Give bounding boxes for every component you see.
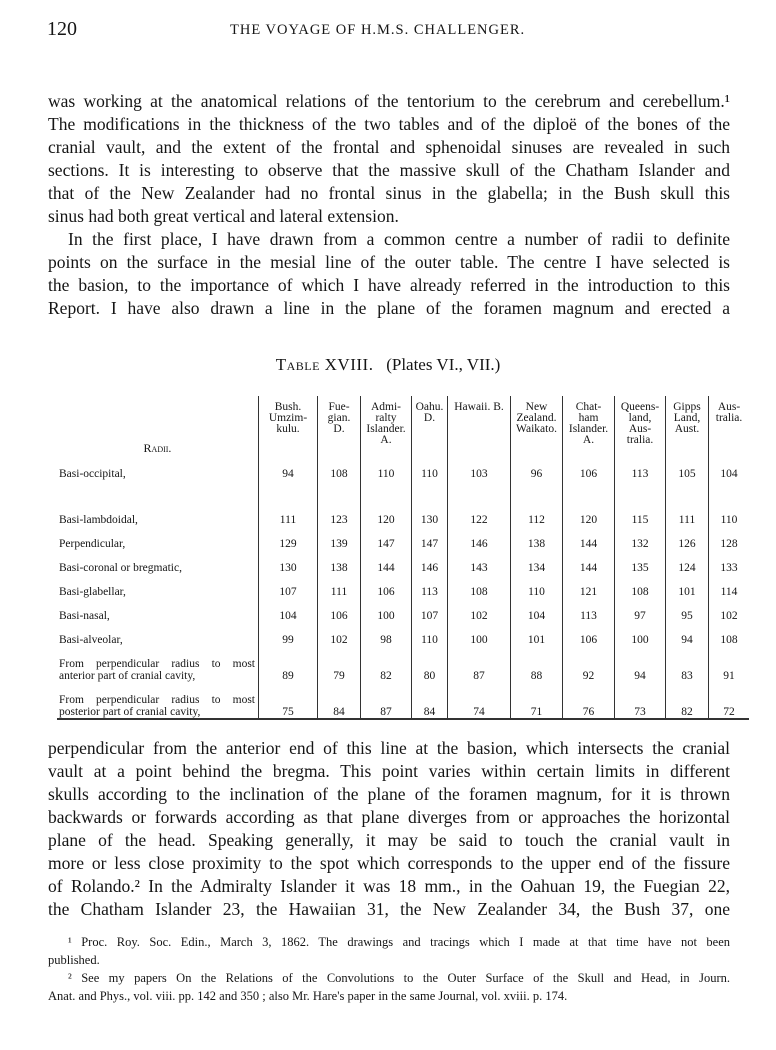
table-cell: 107 <box>259 574 318 598</box>
table-cell: 73 <box>615 682 666 719</box>
table-cell: 111 <box>666 502 709 526</box>
table-cell: 95 <box>666 598 709 622</box>
table-cell: 74 <box>448 682 511 719</box>
text-line: perpendicular from the anterior end of this line at the basion, which intersects the cranial <box>48 738 730 758</box>
table-cell: 120 <box>361 502 412 526</box>
row-label: Basi-occipital, <box>59 468 126 480</box>
row-label: From perpendicular radius to most anterior part of cranial cavity, <box>59 658 255 682</box>
text-line: backwards or forwards according as that plane diverges from or approaches the horizontal <box>48 807 730 827</box>
text-line: vault at a point behind the bregma. This point varies within certain limits in different <box>48 761 730 781</box>
table-cell: 108 <box>709 622 750 646</box>
table-cell: 147 <box>361 526 412 550</box>
table-cell: 87 <box>448 646 511 682</box>
column-header: Bush. Umzim- kulu. <box>259 396 318 468</box>
table-cell: 106 <box>563 468 615 502</box>
table-cell: 92 <box>563 646 615 682</box>
row-label: Perpendicular, <box>59 538 126 550</box>
table-cell: 80 <box>412 646 448 682</box>
table-row <box>57 682 749 719</box>
table-plates: (Plates VI., VII.) <box>386 355 501 374</box>
row-label: Basi-glabellar, <box>59 586 126 598</box>
column-header: Admi- ralty Islander. A. <box>361 396 412 468</box>
table-cell: 106 <box>361 574 412 598</box>
radii-table <box>57 396 749 720</box>
column-header: Chat- ham Islander. A. <box>563 396 615 468</box>
column-header: Hawaii. B. <box>448 396 511 468</box>
table-cell: 126 <box>666 526 709 550</box>
text-line: ¹ Proc. Roy. Soc. Edin., March 3, 1862. The drawings and tracings which I made at that time have not been <box>68 935 730 949</box>
table-cell: 94 <box>666 622 709 646</box>
table-cell: 123 <box>318 502 361 526</box>
table-number: Table XVIII. <box>275 355 374 374</box>
table-cell: 106 <box>318 598 361 622</box>
row-label: From perpendicular radius to most posterior part of cranial cavity, <box>59 694 255 718</box>
table-cell: 82 <box>666 682 709 719</box>
table-cell: 110 <box>361 468 412 502</box>
table-cell: 100 <box>615 622 666 646</box>
table-cell: 144 <box>563 526 615 550</box>
table-cell: 115 <box>615 502 666 526</box>
table-cell: 103 <box>448 468 511 502</box>
table-cell: 122 <box>448 502 511 526</box>
text-line: the basion, to the importance of which I have already referred in the introduction to this <box>48 275 730 295</box>
table-title <box>0 355 776 375</box>
table-cell: 139 <box>318 526 361 550</box>
table-cell: 98 <box>361 622 412 646</box>
text-line: In the first place, I have drawn from a common centre a number of radii to definite <box>68 229 730 249</box>
table-cell: 143 <box>448 550 511 574</box>
table-cell: 96 <box>511 468 563 502</box>
text-line: of Rolando.² In the Admiralty Islander it was 18 mm., in the Oahuan 19, the Fuegian 22, <box>48 876 730 896</box>
table-cell: 138 <box>511 526 563 550</box>
table-cell: 110 <box>511 574 563 598</box>
table-cell: 82 <box>361 646 412 682</box>
table-cell: 112 <box>511 502 563 526</box>
table-cell: 104 <box>709 468 750 502</box>
text-line: Report. I have also drawn a line in the plane of the foramen magnum and erected a <box>48 298 730 318</box>
table-cell: 83 <box>666 646 709 682</box>
table-cell: 102 <box>448 598 511 622</box>
page-number: 120 <box>47 18 77 40</box>
table-cell: 108 <box>318 468 361 502</box>
table-cell: 110 <box>412 468 448 502</box>
table-cell: 84 <box>318 682 361 719</box>
table-row <box>57 468 749 502</box>
table-cell: 120 <box>563 502 615 526</box>
table-cell: 108 <box>448 574 511 598</box>
table-cell: 101 <box>511 622 563 646</box>
table-cell: 124 <box>666 550 709 574</box>
paragraph-3 <box>48 737 730 921</box>
row-label: Basi-nasal, <box>59 610 110 622</box>
text-line: skulls according to the inclination of the plane of the foramen magnum, for it is thrown <box>48 784 730 804</box>
paragraph-1 <box>48 90 730 228</box>
table-cell: 129 <box>259 526 318 550</box>
text-line: Anat. and Phys., vol. viii. pp. 142 and 350 ; also Mr. Hare's paper in the same Journal, vol. xviii. p. 174. <box>48 989 568 1003</box>
text-line: The modifications in the thickness of the two tables and of the diploë of the bones of the <box>48 114 730 134</box>
table-cell: 79 <box>318 646 361 682</box>
text-line: cranial vault, and the extent of the frontal and sphenoidal sinuses are revealed in such <box>48 137 730 157</box>
column-header: Fue- gian. D. <box>318 396 361 468</box>
text-line: more or less close proximity to the spot which corresponds to the upper end of the fissure <box>48 853 730 873</box>
table-cell: 130 <box>259 550 318 574</box>
table-cell: 104 <box>259 598 318 622</box>
table-cell: 146 <box>448 526 511 550</box>
table-row <box>57 526 749 550</box>
text-line: points on the surface in the mesial line of the outer table. The centre I have selected is <box>48 252 730 272</box>
table-cell: 144 <box>361 550 412 574</box>
table-cell: 134 <box>511 550 563 574</box>
text-line: that of the New Zealander had no frontal sinus in the glabella; in the Bush skull this <box>48 183 730 203</box>
table-cell: 121 <box>563 574 615 598</box>
table-cell: 91 <box>709 646 750 682</box>
paragraph-2 <box>48 228 730 320</box>
table-cell: 107 <box>412 598 448 622</box>
table-cell: 128 <box>709 526 750 550</box>
column-header: New Zealand. Waikato. <box>511 396 563 468</box>
footnotes <box>48 933 730 1005</box>
table-cell: 138 <box>318 550 361 574</box>
table-cell: 110 <box>412 622 448 646</box>
text-line: was working at the anatomical relations of the tentorium to the cerebrum and cerebellum.¹ <box>48 91 730 111</box>
row-label: Basi-alveolar, <box>59 634 123 646</box>
table-row <box>57 550 749 574</box>
table-cell: 135 <box>615 550 666 574</box>
table-cell: 88 <box>511 646 563 682</box>
table-cell: 111 <box>318 574 361 598</box>
table-cell: 133 <box>709 550 750 574</box>
table-cell: 110 <box>709 502 750 526</box>
text-line: published. <box>48 953 100 967</box>
table-row <box>57 622 749 646</box>
text-line: plane of the head. Speaking generally, it may be said to touch the cranial vault in <box>48 830 730 850</box>
table-cell: 99 <box>259 622 318 646</box>
table-cell: 100 <box>448 622 511 646</box>
text-line: sinus had both great vertical and lateral extension. <box>48 206 399 226</box>
table-cell: 114 <box>709 574 750 598</box>
row-label: Basi-lambdoidal, <box>59 514 138 526</box>
table-cell: 113 <box>615 468 666 502</box>
table-cell: 76 <box>563 682 615 719</box>
table-cell: 147 <box>412 526 448 550</box>
table-cell: 87 <box>361 682 412 719</box>
table-cell: 94 <box>259 468 318 502</box>
row-label: Basi-coronal or bregmatic, <box>59 562 182 574</box>
table-cell: 132 <box>615 526 666 550</box>
text-line: sections. It is interesting to observe that the massive skull of the Chatham Islander and <box>48 160 730 180</box>
column-header: Gipps Land, Aust. <box>666 396 709 468</box>
table-row <box>57 502 749 526</box>
text-line: the Chatham Islander 23, the Hawaiian 31, the New Zealander 34, the Bush 37, one <box>48 899 730 919</box>
table-cell: 113 <box>412 574 448 598</box>
table-cell: 94 <box>615 646 666 682</box>
table-cell: 71 <box>511 682 563 719</box>
table-cell: 104 <box>511 598 563 622</box>
table-cell: 101 <box>666 574 709 598</box>
table-cell: 84 <box>412 682 448 719</box>
text-line: ² See my papers On the Relations of the Convolutions to the Outer Surface of the Skull and Head, in Journ. <box>68 971 730 985</box>
table-row <box>57 574 749 598</box>
table-cell: 113 <box>563 598 615 622</box>
table-cell: 97 <box>615 598 666 622</box>
table-cell: 111 <box>259 502 318 526</box>
table-cell: 75 <box>259 682 318 719</box>
table-row <box>57 646 749 682</box>
table-cell: 105 <box>666 468 709 502</box>
table-cell: 130 <box>412 502 448 526</box>
table-cell: 102 <box>318 622 361 646</box>
table-cell: 72 <box>709 682 750 719</box>
table-cell: 108 <box>615 574 666 598</box>
column-header: Oahu. D. <box>412 396 448 468</box>
table-cell: 100 <box>361 598 412 622</box>
table-row <box>57 598 749 622</box>
table-cell: 144 <box>563 550 615 574</box>
table-cell: 89 <box>259 646 318 682</box>
row-header: Radii. <box>143 441 172 455</box>
table-cell: 102 <box>709 598 750 622</box>
table-cell: 146 <box>412 550 448 574</box>
running-title: THE VOYAGE OF H.M.S. CHALLENGER. <box>230 22 526 38</box>
table-cell: 106 <box>563 622 615 646</box>
column-header: Aus- tralia. <box>709 396 750 468</box>
column-header: Queens- land, Aus- tralia. <box>615 396 666 468</box>
